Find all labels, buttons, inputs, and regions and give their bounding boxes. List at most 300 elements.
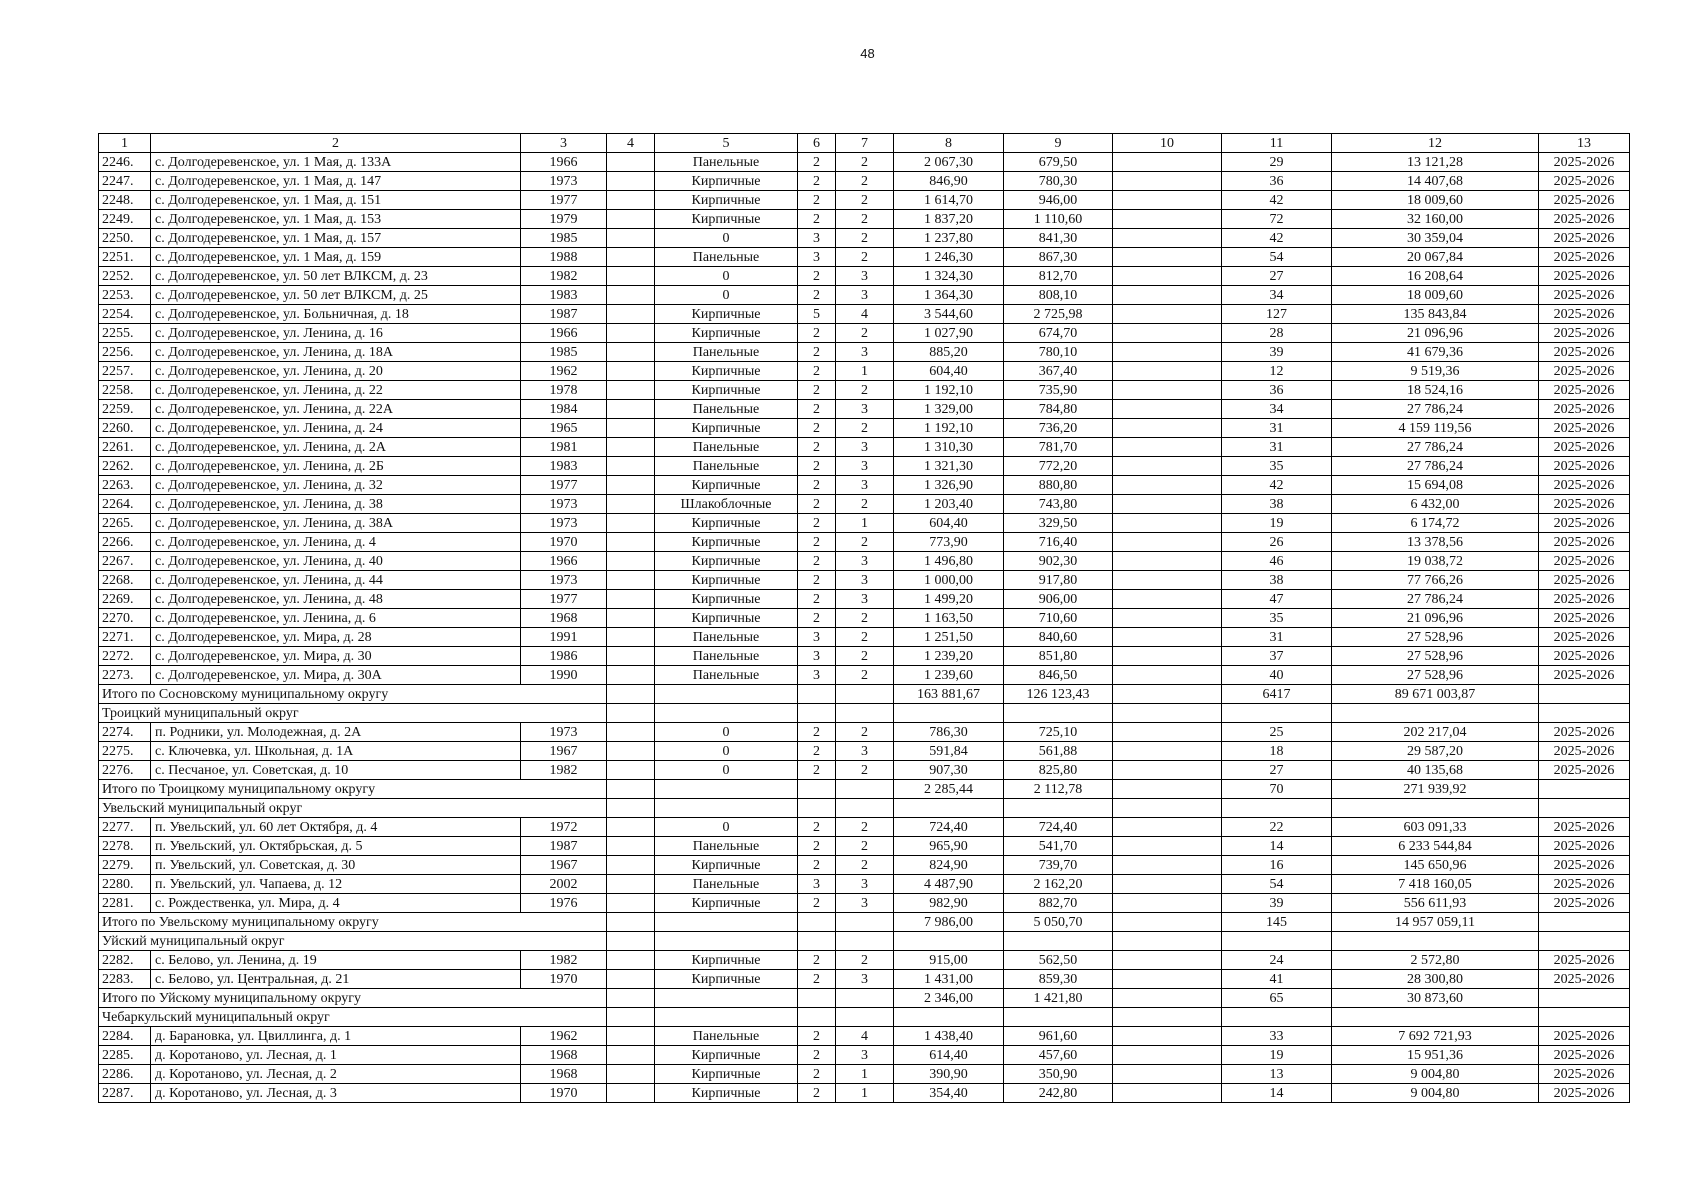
table-cell: 27 — [1222, 761, 1332, 780]
table-cell — [607, 628, 655, 647]
table-cell: 2025-2026 — [1539, 457, 1630, 476]
table-cell: 2 — [798, 837, 836, 856]
table-cell: 3 544,60 — [894, 305, 1004, 324]
empty-cell — [1539, 799, 1630, 818]
table-cell: 3 — [836, 970, 894, 989]
district-total-row — [99, 913, 1630, 932]
table-cell: 2257. — [99, 362, 151, 381]
table-cell: с. Долгодеревенское, ул. Ленина, д. 6 — [151, 609, 521, 628]
table-cell: 2269. — [99, 590, 151, 609]
table-cell: 35 — [1222, 457, 1332, 476]
empty-cell — [1113, 799, 1222, 818]
empty-cell — [1113, 685, 1222, 704]
table-cell — [607, 609, 655, 628]
table-cell: с. Долгодеревенское, ул. Ленина, д. 32 — [151, 476, 521, 495]
table-cell: 2 — [836, 153, 894, 172]
table-cell — [607, 590, 655, 609]
table-cell: 2 — [836, 818, 894, 837]
table-cell: 457,60 — [1004, 1046, 1113, 1065]
table-cell: 735,90 — [1004, 381, 1113, 400]
table-cell: с. Долгодеревенское, ул. Мира, д. 28 — [151, 628, 521, 647]
column-number-header: 5 — [655, 134, 798, 153]
table-cell — [1113, 894, 1222, 913]
table-cell: 772,20 — [1004, 457, 1113, 476]
table-cell: 1 239,60 — [894, 666, 1004, 685]
empty-cell — [1113, 913, 1222, 932]
table-cell — [1113, 229, 1222, 248]
table-cell — [607, 362, 655, 381]
table-row — [99, 647, 1630, 666]
table-cell: 1 329,00 — [894, 400, 1004, 419]
table-cell: 9 519,36 — [1332, 362, 1539, 381]
table-cell: 329,50 — [1004, 514, 1113, 533]
table-cell: 4 487,90 — [894, 875, 1004, 894]
table-cell: 18 524,16 — [1332, 381, 1539, 400]
table-cell: 825,80 — [1004, 761, 1113, 780]
table-cell: 2 — [836, 647, 894, 666]
table-cell — [607, 875, 655, 894]
table-cell: 3 — [836, 552, 894, 571]
empty-cell — [798, 704, 836, 723]
table-cell: 2025-2026 — [1539, 571, 1630, 590]
total-value-cell: 126 123,43 — [1004, 685, 1113, 704]
table-cell: с. Долгодеревенское, ул. Ленина, д. 20 — [151, 362, 521, 381]
table-cell — [1113, 286, 1222, 305]
total-value-cell: 89 671 003,87 — [1332, 685, 1539, 704]
column-number-header: 12 — [1332, 134, 1539, 153]
table-cell — [607, 1065, 655, 1084]
table-cell: 2025-2026 — [1539, 191, 1630, 210]
table-cell: 724,40 — [894, 818, 1004, 837]
table-cell: 556 611,93 — [1332, 894, 1539, 913]
table-cell — [607, 495, 655, 514]
empty-cell — [607, 704, 655, 723]
table-cell — [607, 1027, 655, 1046]
table-cell: 35 — [1222, 609, 1332, 628]
empty-cell — [1004, 1008, 1113, 1027]
table-cell: 2250. — [99, 229, 151, 248]
table-cell — [607, 723, 655, 742]
table-cell: 2 — [798, 951, 836, 970]
table-cell — [1113, 438, 1222, 457]
empty-cell — [655, 989, 798, 1008]
total-value-cell: 2 285,44 — [894, 780, 1004, 799]
table-cell: д. Коротаново, ул. Лесная, д. 1 — [151, 1046, 521, 1065]
table-cell: 2 — [798, 742, 836, 761]
table-cell — [1113, 1027, 1222, 1046]
table-cell: 1983 — [521, 457, 607, 476]
table-cell: 1 237,80 — [894, 229, 1004, 248]
table-cell: 2025-2026 — [1539, 267, 1630, 286]
table-cell: с. Долгодеревенское, ул. Ленина, д. 38А — [151, 514, 521, 533]
table-cell: 1991 — [521, 628, 607, 647]
table-cell: Кирпичные — [655, 191, 798, 210]
table-cell: 2267. — [99, 552, 151, 571]
table-cell: 1987 — [521, 837, 607, 856]
table-cell: 1 326,90 — [894, 476, 1004, 495]
table-cell: 20 067,84 — [1332, 248, 1539, 267]
table-cell: 851,80 — [1004, 647, 1113, 666]
table-cell: 2249. — [99, 210, 151, 229]
table-row — [99, 590, 1630, 609]
table-cell: 1970 — [521, 970, 607, 989]
table-cell: 13 121,28 — [1332, 153, 1539, 172]
district-section-label: Троицкий муниципальный округ — [99, 704, 607, 723]
total-value-cell: 70 — [1222, 780, 1332, 799]
table-cell — [607, 894, 655, 913]
table-cell: 2 — [836, 419, 894, 438]
table-cell: 2025-2026 — [1539, 856, 1630, 875]
table-cell — [607, 856, 655, 875]
table-cell: 2 — [798, 1027, 836, 1046]
table-cell: Панельные — [655, 647, 798, 666]
table-cell: 739,70 — [1004, 856, 1113, 875]
table-cell: 2263. — [99, 476, 151, 495]
table-cell: 1973 — [521, 571, 607, 590]
table-cell: 39 — [1222, 894, 1332, 913]
empty-cell — [1222, 799, 1332, 818]
table-cell: 34 — [1222, 286, 1332, 305]
table-cell: 2 — [836, 324, 894, 343]
table-cell: 0 — [655, 818, 798, 837]
table-cell: Панельные — [655, 400, 798, 419]
table-cell — [607, 153, 655, 172]
table-row — [99, 191, 1630, 210]
table-cell: 906,00 — [1004, 590, 1113, 609]
table-cell: 2256. — [99, 343, 151, 362]
table-row — [99, 514, 1630, 533]
table-cell: 2 — [798, 419, 836, 438]
table-cell: 3 — [798, 647, 836, 666]
table-cell: 1984 — [521, 400, 607, 419]
table-cell: 1 321,30 — [894, 457, 1004, 476]
table-cell — [607, 286, 655, 305]
table-cell: 1962 — [521, 362, 607, 381]
empty-cell — [1113, 780, 1222, 799]
table-cell: 1982 — [521, 761, 607, 780]
table-cell — [1113, 666, 1222, 685]
column-number-header: 1 — [99, 134, 151, 153]
table-cell: 2260. — [99, 419, 151, 438]
table-cell — [1113, 476, 1222, 495]
empty-cell — [1539, 1008, 1630, 1027]
table-cell: 2025-2026 — [1539, 172, 1630, 191]
table-cell: 3 — [798, 666, 836, 685]
table-cell: 1 027,90 — [894, 324, 1004, 343]
table-cell: 2275. — [99, 742, 151, 761]
table-cell — [607, 457, 655, 476]
table-cell: 882,70 — [1004, 894, 1113, 913]
table-cell — [1113, 514, 1222, 533]
table-cell: 2274. — [99, 723, 151, 742]
total-value-cell: 6417 — [1222, 685, 1332, 704]
table-cell: 2283. — [99, 970, 151, 989]
table-cell — [1113, 381, 1222, 400]
table-cell: 1968 — [521, 1046, 607, 1065]
table-cell: 2 — [798, 191, 836, 210]
table-cell: 2025-2026 — [1539, 1065, 1630, 1084]
table-cell: 1967 — [521, 856, 607, 875]
table-cell: 786,30 — [894, 723, 1004, 742]
table-cell: Панельные — [655, 438, 798, 457]
table-cell: 3 — [798, 875, 836, 894]
table-cell: 2 — [798, 856, 836, 875]
table-cell: 15 694,08 — [1332, 476, 1539, 495]
table-row — [99, 666, 1630, 685]
table-cell — [1113, 590, 1222, 609]
table-cell: 2 572,80 — [1332, 951, 1539, 970]
table-cell: 27 528,96 — [1332, 628, 1539, 647]
table-cell: Кирпичные — [655, 172, 798, 191]
table-cell: с. Долгодеревенское, ул. Ленина, д. 22 — [151, 381, 521, 400]
table-cell: 5 — [798, 305, 836, 324]
table-row — [99, 1065, 1630, 1084]
table-cell: с. Долгодеревенское, ул. Ленина, д. 16 — [151, 324, 521, 343]
district-total-row — [99, 780, 1630, 799]
table-cell: 2025-2026 — [1539, 419, 1630, 438]
table-row — [99, 229, 1630, 248]
table-body — [99, 134, 1630, 1103]
table-cell: 54 — [1222, 248, 1332, 267]
table-cell — [1113, 248, 1222, 267]
table-cell: 562,50 — [1004, 951, 1113, 970]
table-cell: 2 067,30 — [894, 153, 1004, 172]
table-cell: 16 208,64 — [1332, 267, 1539, 286]
table-cell: Кирпичные — [655, 970, 798, 989]
table-cell: 724,40 — [1004, 818, 1113, 837]
district-total-row — [99, 989, 1630, 1008]
table-cell: 2 — [798, 476, 836, 495]
table-cell: 1966 — [521, 324, 607, 343]
table-cell: 202 217,04 — [1332, 723, 1539, 742]
table-cell: 2025-2026 — [1539, 514, 1630, 533]
table-cell: 2 — [798, 571, 836, 590]
table-row — [99, 894, 1630, 913]
table-cell: п. Увельский, ул. Октябрьская, д. 5 — [151, 837, 521, 856]
table-cell: 2 — [836, 210, 894, 229]
housing-registry-table — [98, 133, 1630, 1103]
table-cell: 917,80 — [1004, 571, 1113, 590]
table-row — [99, 248, 1630, 267]
table-cell: 604,40 — [894, 362, 1004, 381]
table-cell: Кирпичные — [655, 381, 798, 400]
table-cell — [1113, 305, 1222, 324]
table-cell: 2281. — [99, 894, 151, 913]
table-cell: 2025-2026 — [1539, 400, 1630, 419]
table-cell: 1 000,00 — [894, 571, 1004, 590]
table-cell: 3 — [836, 742, 894, 761]
empty-cell — [655, 799, 798, 818]
table-cell: 27 528,96 — [1332, 647, 1539, 666]
table-cell — [1113, 343, 1222, 362]
table-cell — [1113, 267, 1222, 286]
table-cell: 2248. — [99, 191, 151, 210]
table-cell: 2279. — [99, 856, 151, 875]
table-cell — [607, 1084, 655, 1103]
table-cell: 2278. — [99, 837, 151, 856]
table-cell: 21 096,96 — [1332, 324, 1539, 343]
table-cell: 47 — [1222, 590, 1332, 609]
table-cell: 1965 — [521, 419, 607, 438]
table-cell: Панельные — [655, 153, 798, 172]
table-cell: д. Коротаново, ул. Лесная, д. 2 — [151, 1065, 521, 1084]
table-cell: 2 — [798, 172, 836, 191]
table-cell: 2 — [798, 1065, 836, 1084]
table-cell: с. Долгодеревенское, ул. Мира, д. 30 — [151, 647, 521, 666]
table-cell: 2268. — [99, 571, 151, 590]
table-cell: 1982 — [521, 951, 607, 970]
table-cell: 2025-2026 — [1539, 875, 1630, 894]
table-cell: 38 — [1222, 495, 1332, 514]
table-cell — [1113, 172, 1222, 191]
table-cell: 3 — [836, 571, 894, 590]
table-cell: 2 — [836, 951, 894, 970]
table-cell: 3 — [836, 894, 894, 913]
table-cell: п. Родники, ул. Молодежная, д. 2А — [151, 723, 521, 742]
table-cell: 773,90 — [894, 533, 1004, 552]
table-cell: 2 — [836, 248, 894, 267]
table-cell: 1978 — [521, 381, 607, 400]
table-cell — [1113, 362, 1222, 381]
table-cell — [607, 248, 655, 267]
empty-cell — [607, 685, 655, 704]
empty-cell — [607, 799, 655, 818]
table-cell — [1113, 837, 1222, 856]
table-cell — [607, 381, 655, 400]
table-cell: 736,20 — [1004, 419, 1113, 438]
table-cell: 2 — [798, 362, 836, 381]
table-cell — [1113, 761, 1222, 780]
table-cell — [1113, 951, 1222, 970]
table-cell: Кирпичные — [655, 514, 798, 533]
column-number-header: 9 — [1004, 134, 1113, 153]
table-row — [99, 837, 1630, 856]
table-cell: 1 192,10 — [894, 381, 1004, 400]
table-cell: 13 — [1222, 1065, 1332, 1084]
table-cell: 2025-2026 — [1539, 818, 1630, 837]
column-number-header: 7 — [836, 134, 894, 153]
table-cell: 2259. — [99, 400, 151, 419]
table-cell — [1113, 533, 1222, 552]
table-cell: 1 — [836, 1065, 894, 1084]
empty-cell — [1222, 1008, 1332, 1027]
table-cell — [1113, 571, 1222, 590]
table-cell: 2258. — [99, 381, 151, 400]
table-cell: 41 679,36 — [1332, 343, 1539, 362]
table-cell: 2 — [836, 381, 894, 400]
table-cell: 2 — [798, 153, 836, 172]
table-cell: 2271. — [99, 628, 151, 647]
table-cell: д. Коротаново, ул. Лесная, д. 3 — [151, 1084, 521, 1103]
table-cell: с. Долгодеревенское, ул. 50 лет ВЛКСМ, д. 23 — [151, 267, 521, 286]
table-cell: с. Долгодеревенское, ул. Мира, д. 30А — [151, 666, 521, 685]
total-value-cell: 163 881,67 — [894, 685, 1004, 704]
empty-cell — [655, 780, 798, 799]
table-cell: 33 — [1222, 1027, 1332, 1046]
table-cell: 2 — [836, 666, 894, 685]
table-cell: 1 431,00 — [894, 970, 1004, 989]
table-cell: 3 — [836, 343, 894, 362]
table-row — [99, 1027, 1630, 1046]
table-cell: 1972 — [521, 818, 607, 837]
table-cell: 40 135,68 — [1332, 761, 1539, 780]
table-cell: 2 — [798, 609, 836, 628]
table-cell: 2025-2026 — [1539, 286, 1630, 305]
table-cell: 1976 — [521, 894, 607, 913]
table-cell: 9 004,80 — [1332, 1065, 1539, 1084]
empty-cell — [1113, 1008, 1222, 1027]
table-cell: 18 009,60 — [1332, 191, 1539, 210]
table-cell: с. Долгодеревенское, ул. 50 лет ВЛКСМ, д. 25 — [151, 286, 521, 305]
table-cell: с. Долгодеревенское, ул. Ленина, д. 38 — [151, 495, 521, 514]
table-cell: 1973 — [521, 495, 607, 514]
table-cell: 982,90 — [894, 894, 1004, 913]
table-cell: 19 — [1222, 1046, 1332, 1065]
table-row — [99, 305, 1630, 324]
empty-cell — [798, 685, 836, 704]
table-cell: 31 — [1222, 438, 1332, 457]
table-cell — [1113, 1084, 1222, 1103]
table-cell: 1 310,30 — [894, 438, 1004, 457]
table-cell: с. Белово, ул. Ленина, д. 19 — [151, 951, 521, 970]
table-cell: 2025-2026 — [1539, 628, 1630, 647]
empty-cell — [894, 799, 1004, 818]
table-cell — [607, 647, 655, 666]
table-cell: 2025-2026 — [1539, 609, 1630, 628]
empty-cell — [1004, 932, 1113, 951]
table-cell: 1962 — [521, 1027, 607, 1046]
table-cell: 2025-2026 — [1539, 305, 1630, 324]
table-cell: 2025-2026 — [1539, 1084, 1630, 1103]
table-cell: 2025-2026 — [1539, 229, 1630, 248]
table-row — [99, 400, 1630, 419]
table-cell — [1113, 191, 1222, 210]
table-cell: 28 300,80 — [1332, 970, 1539, 989]
table-cell: 2 — [836, 837, 894, 856]
table-cell: 29 587,20 — [1332, 742, 1539, 761]
table-cell: 3 — [836, 438, 894, 457]
table-cell: Панельные — [655, 457, 798, 476]
table-cell: 2 — [836, 761, 894, 780]
table-cell — [1113, 400, 1222, 419]
table-cell — [607, 305, 655, 324]
empty-cell — [655, 913, 798, 932]
table-cell: 541,70 — [1004, 837, 1113, 856]
empty-cell — [894, 704, 1004, 723]
table-cell: 2025-2026 — [1539, 837, 1630, 856]
table-cell: Кирпичные — [655, 609, 798, 628]
table-cell: 561,88 — [1004, 742, 1113, 761]
table-cell: 15 951,36 — [1332, 1046, 1539, 1065]
table-row — [99, 381, 1630, 400]
table-cell — [1113, 552, 1222, 571]
table-cell: 1968 — [521, 1065, 607, 1084]
table-cell: 2 — [836, 191, 894, 210]
table-row — [99, 970, 1630, 989]
table-cell: 2025-2026 — [1539, 495, 1630, 514]
total-value-cell: 2 346,00 — [894, 989, 1004, 1008]
table-cell: 1973 — [521, 514, 607, 533]
empty-cell — [607, 1008, 655, 1027]
table-cell: 19 — [1222, 514, 1332, 533]
table-row — [99, 362, 1630, 381]
table-cell: 2 — [798, 267, 836, 286]
table-cell: 354,40 — [894, 1084, 1004, 1103]
table-cell — [1113, 970, 1222, 989]
table-cell: 1966 — [521, 552, 607, 571]
table-row — [99, 571, 1630, 590]
table-cell: 2 — [836, 856, 894, 875]
